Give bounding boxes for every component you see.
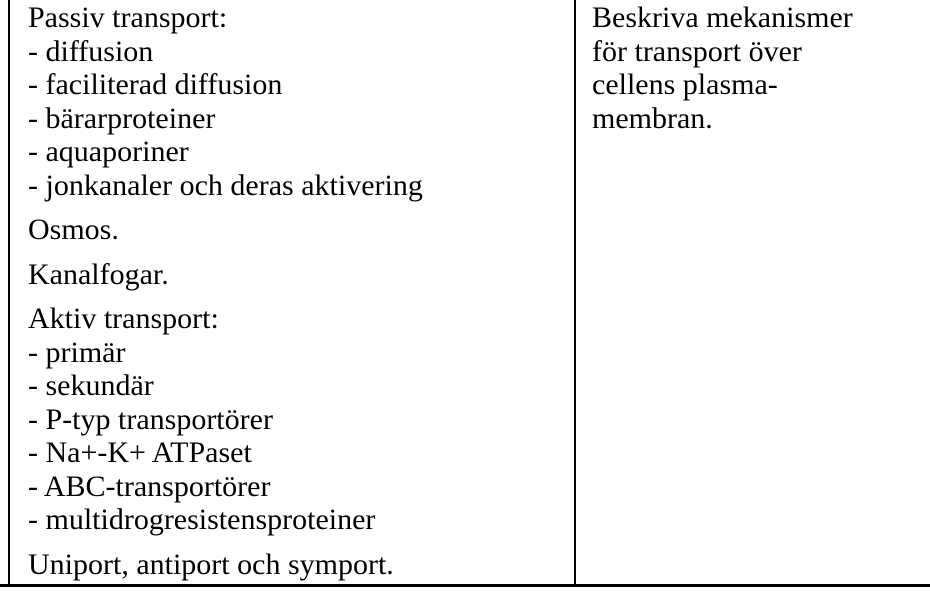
text-line: - jonkanaler och deras aktivering	[28, 168, 423, 202]
text-line: för transport över	[592, 34, 802, 68]
text-line: Uniport, antiport och symport.	[28, 547, 394, 581]
text-line: Aktiv transport:	[28, 302, 219, 335]
text-line: - primär	[28, 335, 126, 369]
paragraph	[28, 302, 568, 537]
text-line: - bärarproteiner	[28, 101, 216, 135]
text-line: Passiv transport:	[28, 1, 228, 34]
text-line: - multidrogresistensproteiner	[28, 503, 376, 536]
paragraph	[28, 1, 568, 202]
text-line: - P-typ transportörer	[28, 402, 273, 436]
text-line: cellens plasma-	[592, 68, 778, 101]
text-line: membran.	[592, 101, 713, 135]
text-line: - Na+-K+ ATPaset	[28, 436, 252, 469]
text-line: - sekundär	[28, 369, 154, 402]
paragraph	[592, 1, 927, 135]
paragraph	[28, 548, 568, 582]
table-column-divider	[574, 0, 576, 584]
text-line: - ABC-transportörer	[28, 469, 271, 503]
table-left-border	[8, 0, 10, 584]
table-bottom-border	[0, 584, 930, 587]
text-line: Kanalfogar.	[28, 257, 169, 291]
text-line: - faciliterad diffusion	[28, 68, 283, 101]
text-line: - aquaporiner	[28, 135, 189, 168]
text-line: Beskriva mekanismer	[592, 1, 853, 34]
text-line: Osmos.	[28, 213, 119, 246]
table-cell-objective	[592, 1, 927, 135]
text-line: - diffusion	[28, 34, 154, 68]
paragraph	[28, 213, 568, 247]
table-cell-topics	[28, 1, 568, 581]
paragraph	[28, 258, 568, 292]
